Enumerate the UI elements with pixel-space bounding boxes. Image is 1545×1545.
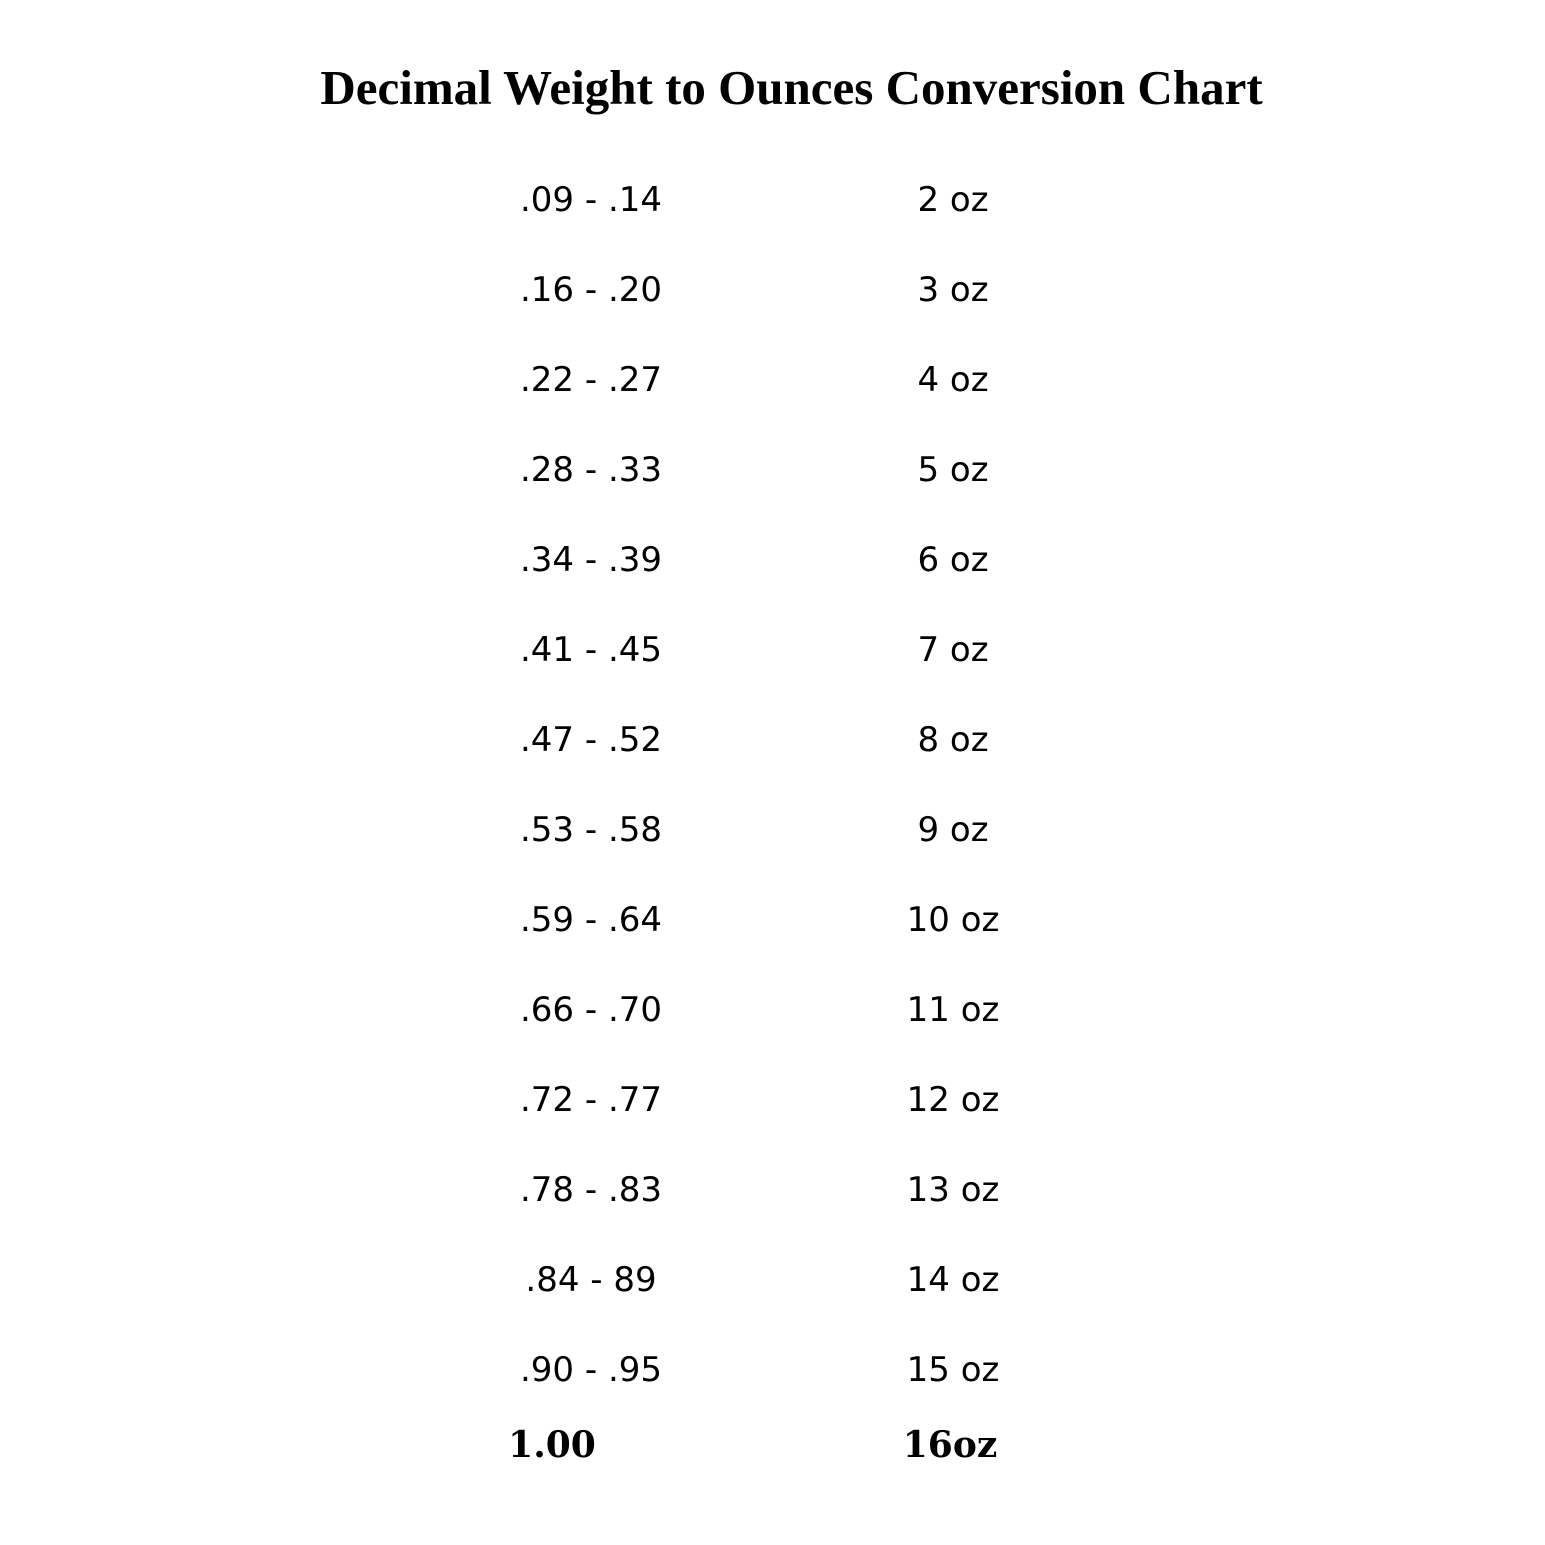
- ounces-cell: 2 oz: [917, 180, 989, 220]
- ounces-cell: 12 oz: [906, 1080, 1000, 1120]
- ounces-cell: 4 oz: [917, 360, 989, 400]
- table-row: [0, 530, 1545, 590]
- ounces-cell: 14 oz: [906, 1260, 1000, 1300]
- table-row: [0, 1250, 1545, 1310]
- ounces-cell: 16oz: [902, 1424, 998, 1466]
- ounces-cell: 6 oz: [917, 540, 989, 580]
- table-row: [0, 1070, 1545, 1130]
- table-row-final: [0, 1415, 1545, 1475]
- ounces-cell: 8 oz: [917, 720, 989, 760]
- decimal-range-cell: .16 - .20: [519, 270, 663, 310]
- table-row: [0, 980, 1545, 1040]
- decimal-range-cell: .84 - 89: [525, 1260, 657, 1300]
- decimal-range-cell: .59 - .64: [519, 900, 663, 940]
- ounces-cell: 13 oz: [906, 1170, 1000, 1210]
- ounces-cell: 3 oz: [917, 270, 989, 310]
- decimal-range-cell: .90 - .95: [519, 1350, 663, 1390]
- table-row: [0, 260, 1545, 320]
- decimal-range-cell: .47 - .52: [519, 720, 663, 760]
- ounces-cell: 15 oz: [906, 1350, 1000, 1390]
- decimal-range-cell: .22 - .27: [519, 360, 663, 400]
- decimal-range-cell: .78 - .83: [519, 1170, 663, 1210]
- decimal-range-cell: .41 - .45: [519, 630, 663, 670]
- decimal-range-cell: .28 - .33: [519, 450, 663, 490]
- table-row: [0, 890, 1545, 950]
- table-row: [0, 710, 1545, 770]
- table-row: [0, 440, 1545, 500]
- ounces-cell: 11 oz: [906, 990, 1000, 1030]
- ounces-cell: 10 oz: [906, 900, 1000, 940]
- table-row: [0, 800, 1545, 860]
- decimal-range-cell: .09 - .14: [519, 180, 663, 220]
- table-row: [0, 170, 1545, 230]
- ounces-cell: 9 oz: [917, 810, 989, 850]
- decimal-range-cell: 1.00: [508, 1424, 596, 1466]
- ounces-cell: 7 oz: [917, 630, 989, 670]
- table-row: [0, 1160, 1545, 1220]
- decimal-range-cell: .34 - .39: [519, 540, 663, 580]
- table-row: [0, 1340, 1545, 1400]
- table-row: [0, 350, 1545, 410]
- page-title: Decimal Weight to Ounces Conversion Chart: [320, 60, 1263, 115]
- decimal-range-cell: .53 - .58: [519, 810, 663, 850]
- table-row: [0, 620, 1545, 680]
- decimal-range-cell: .66 - .70: [519, 990, 663, 1030]
- decimal-range-cell: .72 - .77: [519, 1080, 663, 1120]
- ounces-cell: 5 oz: [917, 450, 989, 490]
